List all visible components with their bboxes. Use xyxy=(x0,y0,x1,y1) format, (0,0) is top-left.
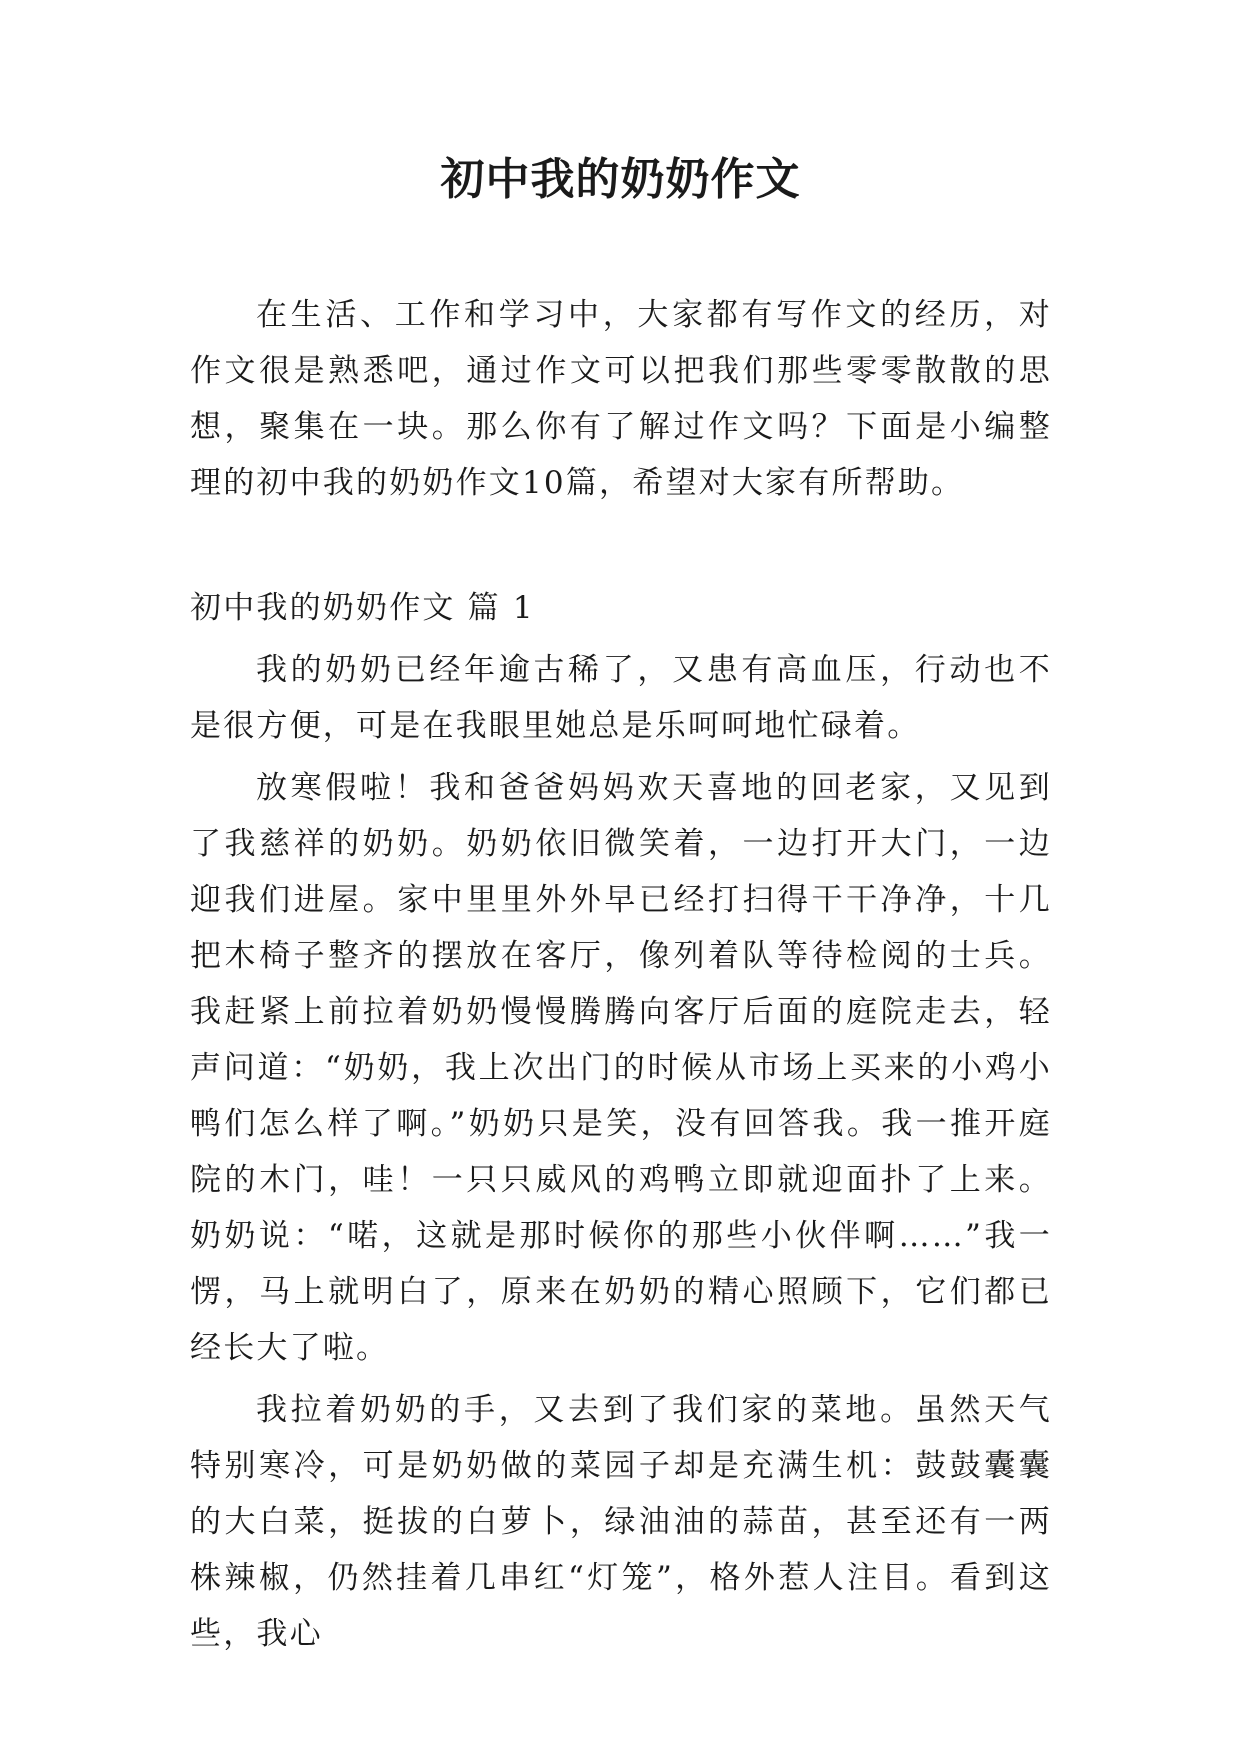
document-title: 初中我的奶奶作文 xyxy=(440,154,801,205)
essay-paragraph-1: 我的奶奶已经年逾古稀了，又患有高血压，行动也不是很方便，可是在我眼里她总是乐呵呵地忙碌着。 xyxy=(190,652,1052,744)
essay-paragraph-2: 放寒假啦！我和爸爸妈妈欢天喜地的回老家，又见到了我慈祥的奶奶。奶奶依旧微笑着，一边打开大门，一边迎我们进屋。家中里里外外早已经打扫得干干净净，十几把木椅子整齐的摆放在客厅，像列着队等待检阅的士兵。我赶紧上前拉着奶奶慢慢腾腾向客厅后面的庭院走去，轻声问道：“奶奶，我上次出门的时候从市场上买来的小鸡小鸭们怎么样了啊。”奶奶只是笑，没有回答我。我一推开庭院的木门，哇！一只只威风的鸡鸭立即就迎面扑了上来。奶奶说：“喏，这就是那时候你的那些小伙伴啊……”我一愣，马上就明白了，原来在奶奶的精心照顾下，它们都已经长大了啦。 xyxy=(190,770,1052,1366)
essay-paragraph-3: 我拉着奶奶的手，又去到了我们家的菜地。虽然天气特别寒冷，可是奶奶做的菜园子却是充满生机：鼓鼓囊囊的大白菜，挺拔的白萝卜，绿油油的蒜苗，甚至还有一两株辣椒，仍然挂着几串红“灯笼”，格外惹人注目。看到这些，我心 xyxy=(190,1392,1052,1652)
essay-section-1 xyxy=(190,580,1052,1668)
section-heading: 初中我的奶奶作文 篇 1 xyxy=(190,590,535,626)
intro-paragraph: 在生活、工作和学习中，大家都有写作文的经历，对作文很是熟悉吧，通过作文可以把我们那些零零散散的思想，聚集在一块。那么你有了解过作文吗？下面是小编整理的初中我的奶奶作文10篇，希望对大家有所帮助。 xyxy=(190,297,1052,501)
